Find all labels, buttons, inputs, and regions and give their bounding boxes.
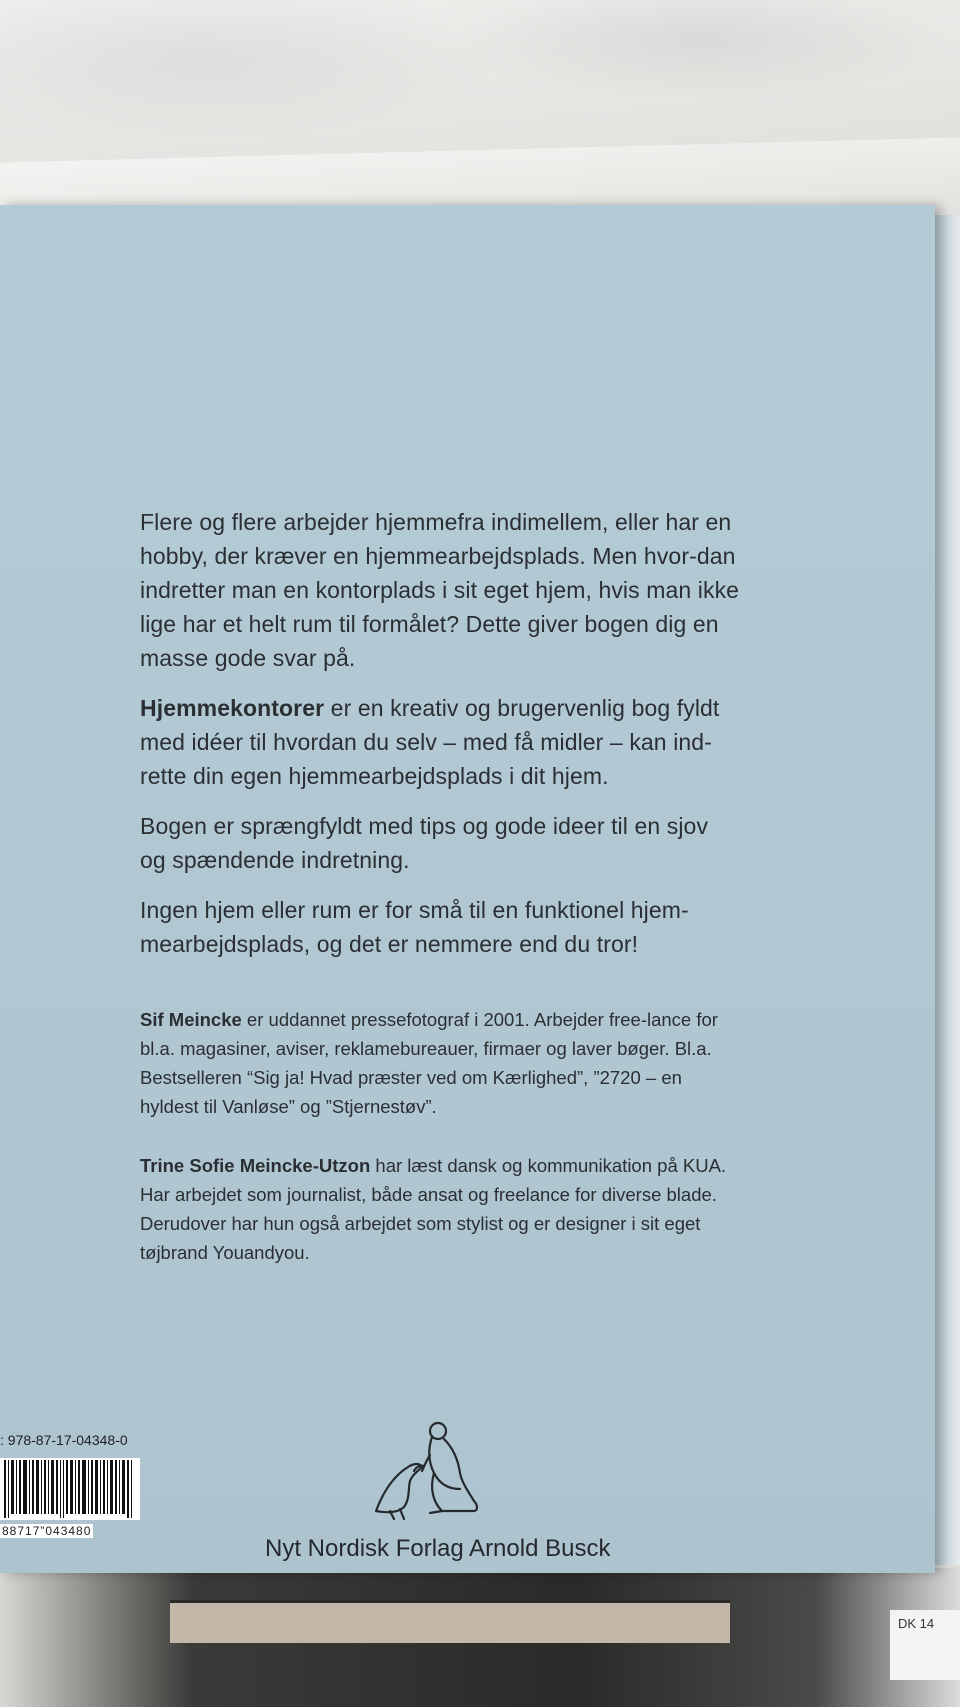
corner-label (890, 1610, 960, 1680)
paragraph-4: Ingen hjem eller rum er for små til en funktionel hjem-mearbejdsplads, og det er nemmere end du tror! (140, 897, 689, 957)
isbn-text: : 978-87-17-04348-0 (0, 1432, 128, 1448)
author-1-text: er uddannet pressefotograf i 2001. Arbejder free-lance for bl.a. magasiner, aviser, reklamebureauer, firmaer og laver bøger. Bl.a. Bestselleren “Sig ja! Hvad præster ved om Kærlighed”, ”2720 – en hyldest til Vanløse” og ”Stjernestøv”. (140, 1009, 718, 1117)
description-text (140, 505, 740, 977)
author-2-text: har læst dansk og kommunikation på KUA. Har arbejdet som journalist, både ansat og freelance for diverse blade. Derudover har hun også arbejdet som stylist og er designer i sit eget tøjbrand Youandyou. (140, 1155, 727, 1263)
paragraph-1: Flere og flere arbejder hjemmefra indimellem, eller har en hobby, der kræver en hjemmearbejdsplads. Men hvor-dan indretter man en kontorplads i sit eget hjem, hvis man ikke lige har et helt rum til formålet? Dette giver bogen dig en masse gode svar på. (140, 509, 740, 671)
bio-author-2 (140, 1151, 730, 1267)
paragraph-2-rest: er en kreativ og brugervenlig bog fyldt med idéer til hvordan du selv – med få midler – kan ind-rette din egen hjemmearbejdsplads i dit hjem. (140, 695, 720, 789)
bio-author-1 (140, 1005, 730, 1121)
author-2-name: Trine Sofie Meincke-Utzon (140, 1155, 371, 1176)
barcode-icon (0, 1458, 140, 1520)
paragraph-2 (140, 691, 740, 793)
publisher-name: Nyt Nordisk Forlag Arnold Busck (265, 1535, 611, 1562)
author-1-name: Sif Meincke (140, 1009, 242, 1030)
author-bios (140, 1005, 730, 1297)
barcode-block (0, 1432, 150, 1552)
book-title: Hjemmekontorer (140, 695, 325, 721)
shelf-object (170, 1600, 730, 1643)
publisher-logo-icon (370, 1415, 490, 1525)
paragraph-3: Bogen er sprængfyldt med tips og gode ideer til en sjov og spændende indretning. (140, 813, 709, 873)
corner-label-text: DK 14 (898, 1616, 935, 1631)
barcode-digits: 88717”043480 (2, 1524, 92, 1538)
